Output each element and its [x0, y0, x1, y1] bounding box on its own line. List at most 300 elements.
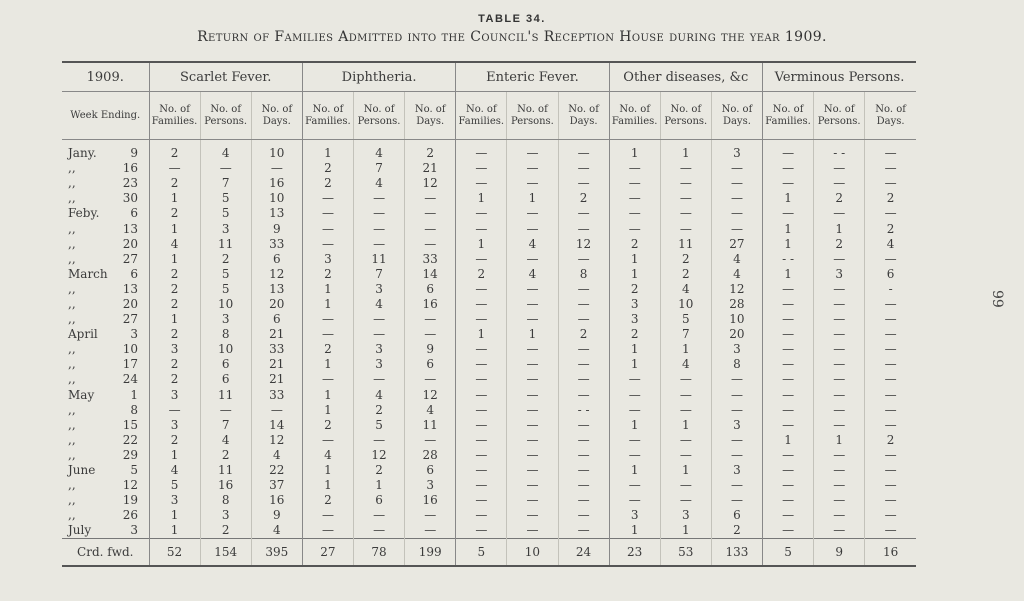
total-cell: 53	[660, 539, 711, 567]
table-cell: —	[456, 403, 507, 418]
table-cell: 1	[660, 463, 711, 478]
table-cell: 5	[200, 191, 251, 206]
table-row	[62, 403, 916, 418]
col-header-days: No. of Days.	[405, 92, 456, 140]
table-row	[62, 448, 916, 463]
header-group-row	[62, 62, 916, 92]
table-cell: —	[609, 372, 660, 387]
table-cell: 12	[251, 433, 302, 448]
table-cell: —	[456, 493, 507, 508]
table-cell: 1	[814, 221, 865, 236]
table-cell: 6	[354, 493, 405, 508]
table-cell: 1	[609, 267, 660, 282]
month-label: ,,	[68, 251, 76, 266]
table-cell: 1	[149, 523, 200, 539]
table-cell: 3	[405, 478, 456, 493]
table-cell: 1	[149, 448, 200, 463]
table-cell: 1	[609, 418, 660, 433]
table-cell: —	[558, 372, 609, 387]
table-cell: —	[660, 388, 711, 403]
table-cell: —	[609, 221, 660, 236]
table-cell: 4	[251, 523, 302, 539]
table-cell: 6	[200, 357, 251, 372]
day-label: 24	[122, 372, 138, 387]
table-row	[62, 237, 916, 252]
table-cell: —	[763, 388, 814, 403]
table-cell: 1	[302, 297, 353, 312]
table-cell: 1	[302, 478, 353, 493]
table-cell: 2	[558, 327, 609, 342]
table-cell: —	[507, 252, 558, 267]
table-cell: —	[456, 312, 507, 327]
day-label: 30	[122, 191, 138, 206]
table-cell: 2	[609, 327, 660, 342]
total-cell: 5	[763, 539, 814, 567]
table-cell: 1	[149, 221, 200, 236]
table-cell: —	[558, 523, 609, 539]
table-cell: 4	[251, 448, 302, 463]
table-cell: —	[814, 297, 865, 312]
table-cell: 3	[711, 140, 762, 162]
table-cell: 1	[763, 237, 814, 252]
total-cell: 154	[200, 539, 251, 567]
table-cell: 4	[354, 297, 405, 312]
table-cell: 12	[354, 448, 405, 463]
table-cell: —	[763, 478, 814, 493]
table-cell: 1	[302, 403, 353, 418]
table-cell: 21	[251, 372, 302, 387]
table-cell: —	[405, 221, 456, 236]
table-cell: —	[456, 221, 507, 236]
month-label: ,,	[68, 191, 76, 206]
table-cell: 1	[354, 478, 405, 493]
table-row	[62, 221, 916, 236]
table-cell: —	[456, 433, 507, 448]
day-label: 5	[130, 463, 138, 478]
week-ending-cell	[62, 267, 149, 282]
table-cell: 1	[456, 327, 507, 342]
month-label: June	[68, 463, 96, 478]
table-cell: 4	[149, 463, 200, 478]
table-cell: —	[507, 523, 558, 539]
week-ending-cell	[62, 448, 149, 463]
table-cell: —	[456, 140, 507, 162]
table-cell: 2	[865, 191, 916, 206]
table-cell: —	[558, 342, 609, 357]
table-cell: 11	[200, 237, 251, 252]
table-cell: 2	[302, 342, 353, 357]
table-cell: 5	[200, 206, 251, 221]
total-cell: 23	[609, 539, 660, 567]
table-cell: —	[405, 433, 456, 448]
table-cell: 11	[660, 237, 711, 252]
table-cell: —	[507, 357, 558, 372]
table-cell: —	[609, 206, 660, 221]
table-cell: 2	[354, 463, 405, 478]
table-cell: —	[558, 161, 609, 176]
table-subtitle: Return of Families Admitted into the Council's Reception House during the year 1909.	[197, 29, 827, 45]
table-cell: 27	[711, 237, 762, 252]
month-label: ,,	[68, 417, 76, 432]
table-cell: 1	[302, 463, 353, 478]
table-cell: —	[814, 372, 865, 387]
day-label: 6	[130, 266, 138, 281]
table-cell: —	[814, 508, 865, 523]
table-cell: —	[711, 372, 762, 387]
table-cell: —	[763, 312, 814, 327]
week-ending-cell	[62, 237, 149, 252]
table-cell: —	[763, 418, 814, 433]
total-cell: 52	[149, 539, 200, 567]
table-cell: —	[763, 327, 814, 342]
table-cell: —	[865, 372, 916, 387]
table-cell: —	[711, 221, 762, 236]
table-cell: - -	[763, 252, 814, 267]
table-cell: 4	[149, 237, 200, 252]
table-cell: - -	[814, 140, 865, 162]
table-cell: —	[507, 463, 558, 478]
table-cell: —	[354, 327, 405, 342]
table-cell: —	[354, 433, 405, 448]
day-label: 13	[122, 221, 138, 236]
table-cell: —	[507, 297, 558, 312]
table-cell: —	[660, 433, 711, 448]
table-cell: 1	[302, 140, 353, 162]
table-row	[62, 176, 916, 191]
table-cell: —	[609, 191, 660, 206]
table-cell: —	[456, 448, 507, 463]
total-cell: 27	[302, 539, 353, 567]
table-cell: 16	[200, 478, 251, 493]
table-row	[62, 508, 916, 523]
table-cell: 2	[302, 176, 353, 191]
table-cell: 4	[200, 140, 251, 162]
table-cell: —	[507, 493, 558, 508]
week-ending-cell	[62, 161, 149, 176]
table-cell: 6	[405, 357, 456, 372]
table-cell: —	[814, 327, 865, 342]
table-cell: 9	[405, 342, 456, 357]
table-cell: 2	[711, 523, 762, 539]
table-cell: —	[763, 523, 814, 539]
table-cell: —	[558, 297, 609, 312]
table-cell: 6	[405, 463, 456, 478]
month-label: ,,	[68, 176, 76, 191]
week-ending-cell	[62, 463, 149, 478]
table-cell: —	[609, 448, 660, 463]
table-cell: —	[507, 508, 558, 523]
week-ending-cell	[62, 191, 149, 206]
table-cell: —	[814, 312, 865, 327]
table-cell: —	[865, 523, 916, 539]
table-cell: 14	[251, 418, 302, 433]
table-cell: —	[456, 161, 507, 176]
week-ending-cell	[62, 508, 149, 523]
total-cell: 24	[558, 539, 609, 567]
table-cell: 2	[149, 282, 200, 297]
table-cell: 1	[660, 342, 711, 357]
table-cell: —	[763, 297, 814, 312]
table-cell: 3	[149, 418, 200, 433]
table-cell: —	[302, 327, 353, 342]
table-cell: —	[763, 140, 814, 162]
day-label: 19	[122, 493, 138, 508]
table-cell: 1	[660, 140, 711, 162]
table-cell: —	[354, 523, 405, 539]
table-cell: —	[302, 206, 353, 221]
table-cell: 1	[456, 237, 507, 252]
table-cell: 5	[354, 418, 405, 433]
table-cell: 8	[200, 327, 251, 342]
table-cell: 2	[456, 267, 507, 282]
table-cell: 2	[149, 267, 200, 282]
table-cell: 4	[507, 237, 558, 252]
reception-house-table	[62, 61, 916, 567]
week-ending-cell	[62, 140, 149, 162]
table-cell: 9	[251, 221, 302, 236]
table-cell: 3	[609, 508, 660, 523]
table-cell: 3	[609, 297, 660, 312]
week-ending-cell	[62, 433, 149, 448]
table-cell: 3	[200, 221, 251, 236]
table-cell: —	[354, 221, 405, 236]
table-cell: —	[354, 312, 405, 327]
table-cell: 21	[405, 161, 456, 176]
month-label: April	[68, 327, 98, 342]
table-cell: —	[660, 206, 711, 221]
week-ending-cell	[62, 297, 149, 312]
table-cell: —	[251, 161, 302, 176]
day-label: 3	[130, 327, 138, 342]
table-cell: —	[456, 372, 507, 387]
table-cell: 2	[660, 267, 711, 282]
table-cell: —	[558, 312, 609, 327]
table-cell: 10	[251, 191, 302, 206]
table-cell: —	[507, 403, 558, 418]
header-sub-row	[62, 92, 916, 140]
table-row	[62, 388, 916, 403]
table-cell: 3	[711, 342, 762, 357]
table-cell: 16	[251, 493, 302, 508]
table-cell: 1	[609, 357, 660, 372]
table-cell: —	[814, 448, 865, 463]
table-cell: —	[558, 478, 609, 493]
table-cell: —	[456, 523, 507, 539]
table-cell: —	[660, 221, 711, 236]
table-cell: —	[507, 206, 558, 221]
month-label: ,,	[68, 478, 76, 493]
table-cell: —	[507, 448, 558, 463]
table-title: TABLE 34.	[478, 13, 546, 25]
table-cell: 2	[660, 252, 711, 267]
table-cell: 28	[405, 448, 456, 463]
group-enteric-fever: Enteric Fever.	[456, 62, 609, 92]
table-row	[62, 493, 916, 508]
table-cell: —	[507, 433, 558, 448]
table-cell: —	[558, 252, 609, 267]
table-cell: —	[251, 403, 302, 418]
week-ending-cell	[62, 372, 149, 387]
table-cell: —	[814, 388, 865, 403]
table-cell: —	[865, 388, 916, 403]
table-cell: —	[660, 161, 711, 176]
table-cell: 2	[149, 206, 200, 221]
table-cell: —	[456, 463, 507, 478]
table-cell: —	[354, 206, 405, 221]
table-cell: -	[865, 282, 916, 297]
table-cell: 2	[149, 357, 200, 372]
table-cell: —	[405, 191, 456, 206]
table-cell: 7	[200, 418, 251, 433]
table-cell: —	[814, 176, 865, 191]
week-ending-cell	[62, 523, 149, 539]
table-cell: 6	[405, 282, 456, 297]
table-cell: —	[865, 463, 916, 478]
col-header-persons: No. of Persons.	[507, 92, 558, 140]
table-cell: 4	[200, 433, 251, 448]
month-label: ,,	[68, 493, 76, 508]
table-cell: 7	[354, 267, 405, 282]
table-cell: —	[763, 357, 814, 372]
table-cell: —	[302, 191, 353, 206]
table-cell: —	[200, 403, 251, 418]
table-cell: —	[405, 372, 456, 387]
table-cell: 8	[711, 357, 762, 372]
table-cell: —	[405, 327, 456, 342]
day-label: 17	[122, 357, 138, 372]
table-cell: 2	[814, 191, 865, 206]
table-row	[62, 433, 916, 448]
table-cell: 1	[149, 312, 200, 327]
table-cell: —	[558, 433, 609, 448]
table-cell: 33	[405, 252, 456, 267]
table-cell: 1	[302, 282, 353, 297]
table-cell: 2	[865, 221, 916, 236]
total-cell: 10	[507, 539, 558, 567]
table-row	[62, 267, 916, 282]
table-cell: 1	[149, 191, 200, 206]
table-row	[62, 372, 916, 387]
table-cell: 37	[251, 478, 302, 493]
table-cell: 3	[200, 312, 251, 327]
table-cell: —	[507, 221, 558, 236]
day-label: 29	[122, 447, 138, 462]
col-header-days: No. of Days.	[558, 92, 609, 140]
table-cell: 2	[149, 297, 200, 312]
table-cell: 22	[251, 463, 302, 478]
table-cell: 1	[660, 418, 711, 433]
col-header-days: No. of Days.	[251, 92, 302, 140]
table-cell: 5	[200, 267, 251, 282]
table-cell: 4	[405, 403, 456, 418]
table-cell: —	[711, 493, 762, 508]
day-label: 26	[122, 508, 138, 523]
table-cell: —	[814, 418, 865, 433]
table-cell: —	[711, 448, 762, 463]
table-cell: —	[302, 221, 353, 236]
table-cell: —	[763, 493, 814, 508]
table-cell: —	[558, 508, 609, 523]
table-cell: —	[660, 403, 711, 418]
week-ending-cell	[62, 176, 149, 191]
table-cell: 1	[660, 523, 711, 539]
table-cell: —	[865, 297, 916, 312]
table-cell: —	[302, 523, 353, 539]
table-cell: 2	[609, 237, 660, 252]
table-cell: —	[865, 252, 916, 267]
table-cell: —	[558, 463, 609, 478]
total-cell: 395	[251, 539, 302, 567]
table-cell: 1	[814, 433, 865, 448]
table-cell: —	[456, 297, 507, 312]
day-label: 12	[122, 478, 138, 493]
day-label: 20	[122, 296, 138, 311]
table-cell: —	[814, 342, 865, 357]
table-row	[62, 282, 916, 297]
month-label: Feby.	[68, 206, 100, 221]
table-cell: 4	[711, 267, 762, 282]
table-row	[62, 140, 916, 162]
table-cell: —	[711, 403, 762, 418]
table-cell: 7	[354, 161, 405, 176]
total-cell: 133	[711, 539, 762, 567]
table-cell: 11	[200, 463, 251, 478]
table-cell: —	[149, 403, 200, 418]
table-cell: —	[763, 161, 814, 176]
col-header-families: No. of Families.	[149, 92, 200, 140]
total-cell: 78	[354, 539, 405, 567]
table-cell: —	[865, 140, 916, 162]
month-label: ,,	[68, 432, 76, 447]
table-cell: 3	[302, 252, 353, 267]
table-cell: —	[711, 176, 762, 191]
table-cell: 8	[558, 267, 609, 282]
table-cell: 2	[200, 523, 251, 539]
table-cell: —	[507, 176, 558, 191]
month-label: March	[68, 266, 108, 281]
table-cell: 3	[814, 267, 865, 282]
table-cell: —	[814, 523, 865, 539]
col-header-persons: No. of Persons.	[814, 92, 865, 140]
table-cell: 1	[507, 191, 558, 206]
table-cell: —	[558, 418, 609, 433]
table-cell: —	[763, 282, 814, 297]
table-cell: 1	[763, 267, 814, 282]
table-cell: 2	[302, 161, 353, 176]
day-label: 27	[122, 312, 138, 327]
day-label: 3	[130, 523, 138, 538]
table-body	[62, 140, 916, 539]
table-cell: —	[711, 388, 762, 403]
table-cell: 2	[200, 252, 251, 267]
day-label: 16	[122, 161, 138, 176]
table-cell: —	[507, 312, 558, 327]
table-cell: —	[609, 176, 660, 191]
table-row	[62, 478, 916, 493]
col-header-days: No. of Days.	[711, 92, 762, 140]
col-header-persons: No. of Persons.	[354, 92, 405, 140]
table-cell: 3	[660, 508, 711, 523]
table-cell: 2	[302, 418, 353, 433]
total-cell: 199	[405, 539, 456, 567]
table-cell: —	[609, 388, 660, 403]
month-label: ,,	[68, 296, 76, 311]
table-cell: 3	[711, 463, 762, 478]
month-label: ,,	[68, 161, 76, 176]
table-cell: —	[763, 176, 814, 191]
table-cell: 2	[149, 176, 200, 191]
table-cell: —	[711, 478, 762, 493]
